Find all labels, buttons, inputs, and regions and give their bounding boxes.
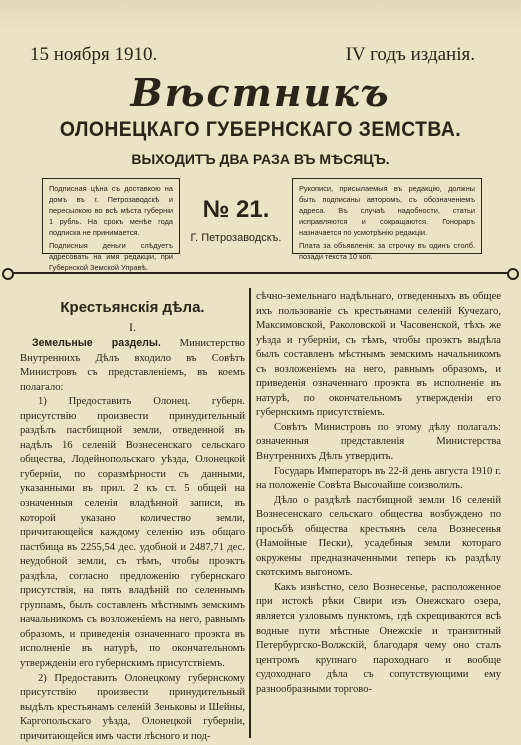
paragraph: Совѣтъ Министровъ по этому дѣлу полагалъ: означенныя представленія Министерства Внутреннихъ Дѣлъ утвердить. bbox=[256, 421, 501, 463]
paragraph: Какъ извѣстно, село Вознесенье, расположенное при истокѣ рѣки Свири изъ Онежскаго озера, является узловымъ пунктомъ, гдѣ скрещиваются всѣ водные пути мѣстные Онежскіе и транзитный Петербургско-Волжскій, благодаря чему оно сталъ центромъ крупнаго пароходнаго и вообще судоходнаго дѣла съ сопутствующими ему разнообразными торгово- bbox=[256, 581, 501, 695]
part-number: I. bbox=[129, 320, 136, 334]
manuscripts-text: Рукописи, присылаемыя въ редакцію, должны быть подписаны авторомъ, съ обозначеніемъ адреса. Въ случаѣ надобности, статьи исправляются и сокращаются. Гонораръ назначается по усмотрѣнію редакціи. bbox=[299, 184, 475, 237]
run-in-heading: Земельные разделы. bbox=[32, 337, 161, 349]
subscription-price-text: Подписная цѣна съ доставкою на домъ въ г. Петрозаводскѣ и пересылкою во всѣ мѣста губерніи 1 рубль. На срокъ менѣе года подписка не принимается. bbox=[49, 184, 173, 237]
paragraph: 2) Предоставить Олонецкому губернскому присутствію произвести принудительный выдѣлъ крестьянамъ селеній Зеньковы и Шейны, Каргопольскаго уѣзда, Олонецкой губерніи, причитающейся имъ части лѣсного и под- bbox=[20, 672, 245, 742]
ad-rates-text: Плата за объявленія: за строчку въ одинъ столб. позади текста 10 коп. bbox=[299, 241, 475, 261]
ornamental-divider bbox=[8, 272, 513, 274]
paragraph: Дѣло о раздѣлѣ пастбищной земли 16 селеній Вознесенскаго сельскаго общества возбуждено по просьбѣ общества крестьянъ села Вознесенья (Намойные Пески), усадебныя земли котораго окружены предназначенными теперь къ раздѣлу скотскимъ выгономъ. bbox=[256, 494, 501, 579]
paragraph: сѣчно-земельнаго надѣльнаго, отведенныхъ въ общее ихъ пользованіе съ крестьянами селеній Кучеzаго, Максимовской, Раколовской и Часовенской, тѣхъ же уѣзда и губерніи, съ тѣмъ, чтобы проэктъ выдѣла былъ составленъ мѣстнымъ земскимъ начальникомъ съ возложеніемъ на него, равнымъ образомъ, и приведенія означеннаго проэкта въ исполненіе въ натурѣ, по окончательномъ утвержденіи его губернскимъ присутствіемъ. bbox=[256, 291, 501, 419]
publication-year: IV годъ изданія. bbox=[345, 44, 475, 65]
issue-date: 15 ноября 1910. bbox=[30, 44, 158, 65]
paragraph: 1) Предоставить Олонец. губерн. присутствію произвести принудительный раздѣлъ пастбищной земли, отведенной въ надѣлъ 16 селеній Вознесенскаго сельскаго общества, Лодейнопольскаго уѣзда, Олонецкой губерніи, по соразмѣрности съ данными, указанными въ прил. 2 къ ст. 5 общей на означенныя селенія владѣнной записи, въ которой указано количество земли, причитающейся каждому селенію изъ общаго пастбища въ 2255,54 дес. удобной и 2487,71 дес. неудобной земли, съ тѣмъ, чтобы проэктъ раздѣла, согласно предложенію губернскаго присутствія, на пять владѣній по селеннымъ группамъ, былъ составленъ мѣстнымъ земскимъ начальникомъ съ возложеніемъ на него, равнымъ образомъ, и приведенія означеннаго проэкта въ исполненіе въ натурѣ, по окончательномъ утвержденіи его губернскимъ присутствіемъ. bbox=[20, 396, 245, 670]
masthead-title: Вѣстникъ bbox=[130, 70, 391, 115]
issue-city: Г. Петрозаводскъ. bbox=[190, 232, 282, 244]
issue-number: № 21. bbox=[202, 196, 270, 223]
article-right-column bbox=[256, 290, 501, 697]
section-title: Крестьянскія дѣла. bbox=[60, 299, 205, 316]
article-left-column bbox=[20, 290, 245, 744]
subscription-payment-text: Подписныя деньги слѣдуетъ адресовать на имя редакціи, при Губернской Земской Управѣ. bbox=[49, 241, 173, 272]
publication-frequency: ВЫХОДИТЪ ДВА РАЗА ВЪ МѢСЯЦЪ. bbox=[131, 151, 390, 167]
paragraph bbox=[20, 336, 245, 395]
editorial-box bbox=[292, 178, 482, 261]
column-divider bbox=[249, 288, 251, 738]
paragraph-text: Министерство Внутреннихъ Дѣлъ входило въ Совѣтъ Министровъ съ представленіемъ, въ коемъ полагало: bbox=[20, 338, 245, 393]
subscription-box bbox=[42, 178, 180, 272]
paragraph: Государь Императоръ въ 22-й день августа 1910 г. на положеніе Совѣта Высочайше соизволилъ. bbox=[256, 465, 501, 492]
page-edge-shadow bbox=[0, 0, 521, 32]
masthead-subtitle: ОЛОНЕЦКАГО ГУБЕРНСКАГО ЗЕМСТВА. bbox=[59, 118, 462, 141]
